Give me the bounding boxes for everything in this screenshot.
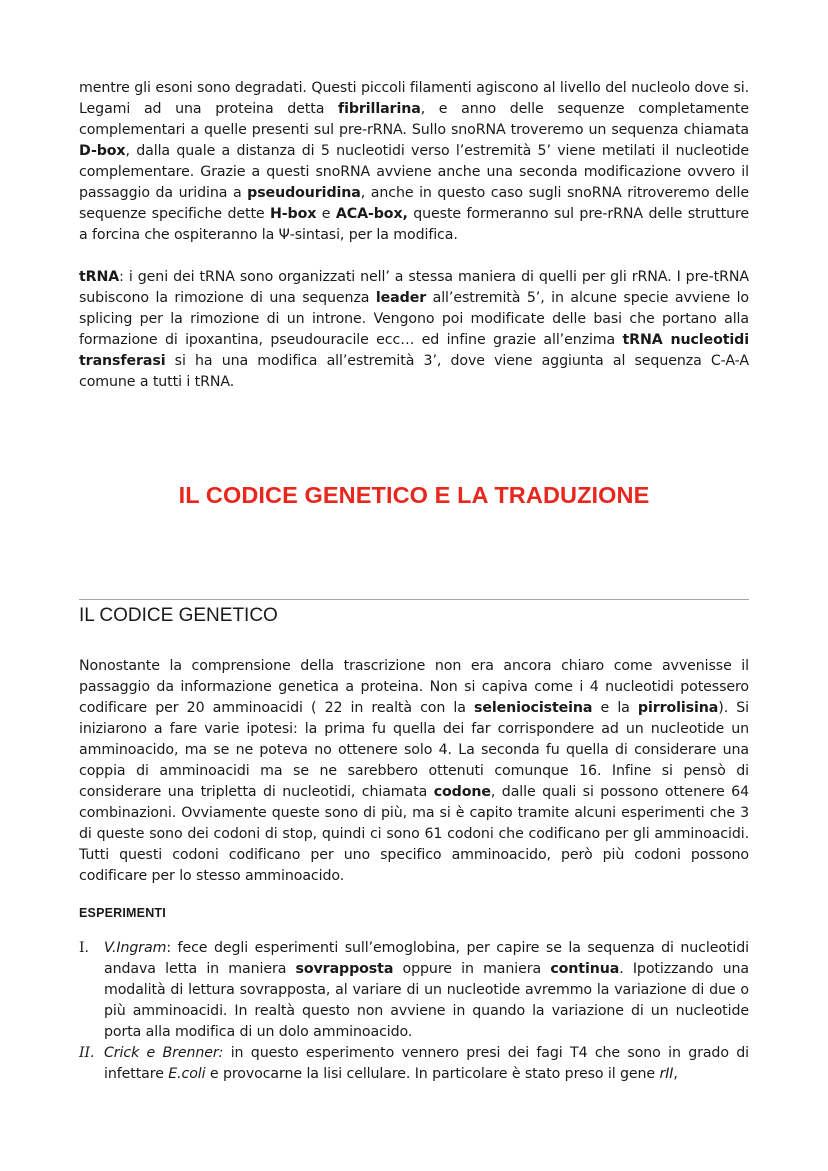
- text-span: , e anno delle sequenze completamente complementari a quelle presenti sul pre-rRNA. Sullo snoRNA troveremo un sequenza chiamata: [79, 101, 749, 138]
- text-span: in questo esperimento vennero presi dei fagi T4 che sono in grado di infettare: [104, 1045, 750, 1082]
- term-sovrapposta: sovrapposta: [295, 961, 394, 977]
- text-span: ,: [673, 1066, 678, 1082]
- term-leader: leader: [375, 290, 427, 306]
- list-item-text: [104, 1043, 749, 1085]
- text-span: , dalla quale a distanza di 5 nucleotidi verso l’estremità 5’ viene metilati il nucleotide complementare. Grazie a questi snoRNA avviene anche una seconda modificazione ovvero il passaggio da uridina a: [79, 143, 749, 201]
- term-seleniocisteina: seleniocisteina: [473, 700, 593, 716]
- term-pseudouridina: pseudouridina: [247, 185, 361, 201]
- term-codone: codone: [433, 784, 491, 800]
- term-trna-nucleotidi-transferasi: tRNA nucleotidi transferasi: [79, 332, 749, 369]
- experiments-list: [79, 938, 749, 1085]
- list-number: I.: [79, 940, 89, 956]
- list-item: [79, 938, 749, 1043]
- term-pirrolisina: pirrolisina: [637, 700, 719, 716]
- text-span: e provocarne la lisi cellulare. In particolare è stato preso il gene: [205, 1066, 660, 1082]
- term-h-box: H-box: [270, 206, 317, 222]
- term-d-box: D-box: [79, 143, 126, 159]
- text-span: , dalle quali si possono ottenere 64 combinazioni. Ovviamente queste sono di più, ma si è capito tramite alcuni esperimenti che 3 di queste sono dei codoni di stop, quindi ci sono 61 codoni che codificano per gli amminoacidi. Tutti questi codoni codificano per uno specifico amminoacido, però più codoni possono codificare per lo stesso amminoacido.: [79, 784, 749, 884]
- text-span: si ha una modifica all’estremità 3’, dove viene aggiunta al sequenza C-A-A comune a tutti i tRNA.: [79, 353, 749, 390]
- list-item-text: [104, 938, 749, 1043]
- text-span: : i geni dei tRNA sono organizzati nell’ a stessa maniera di quelli per gli rRNA. I pre-tRNA subiscono la rimozione di una sequenza: [79, 269, 749, 306]
- term-trna: tRNA: [79, 269, 120, 285]
- text-span: : fece degli esperimenti sull’emoglobina, per capire se la sequenza di nucleotidi andava letta in maniera: [104, 940, 749, 977]
- text-span: Nonostante la comprensione della trascrizione non era ancora chiaro come avvenisse il passaggio da informazione genetica a proteina. Non si capiva come i 4 nucleotidi potessero codificare per 20 amminoacidi ( 22 in realtà con la: [79, 658, 749, 716]
- term-fibrillarina: fibrillarina: [338, 101, 421, 117]
- text-span: ). Si iniziarono a fare varie ipotesi: la prima fu quella dei far corrispondere ad un nucleotide un amminoacido, ma se ne poteva no ottenere solo 4. La seconda fu quella di considerare una coppia di amminoacidi ma se ne sarebbero ottenuti comunque 16. Infine si pensò di considerare una tripletta di nucleotidi, chiamata: [79, 700, 749, 800]
- chapter-title: IL CODICE GENETICO E LA TRADUZIONE: [178, 482, 650, 508]
- text-span: , anche in questo caso sugli snoRNA ritroveremo delle sequenze specifiche dette: [79, 185, 749, 222]
- section-title: IL CODICE GENETICO: [79, 605, 278, 626]
- text-span: mentre gli esoni sono degradati. Questi piccoli filamenti agiscono al livello del nucleolo dove si. Legami ad una proteina detta: [79, 80, 749, 117]
- text-span: oppure in maniera: [393, 961, 551, 977]
- text-span: all’estremità 5’, in alcune specie avviene lo splicing per la rimozione di un introne. Vengono poi modificate delle basi che portano alla formazione di ipoxantina, pseudouracile ecc… ed infine grazie all’enzima: [79, 290, 749, 348]
- section-divider: [79, 599, 749, 600]
- paragraph-codice-genetico: [79, 656, 749, 887]
- paragraph-trna: [79, 267, 749, 393]
- term-aca-box: ACA-box,: [335, 206, 408, 222]
- gene-name: rII: [659, 1066, 674, 1082]
- subsection-title: ESPERIMENTI: [79, 906, 166, 920]
- text-span: . Ipotizzando una modalità di lettura sovrapposta, al variare di un nucleotide avremmo la variazione di due o più amminoacidi. In realtà questo non avviene in quando la variazione di un nucleotide porta alla modifica di un dolo amminoacido.: [104, 961, 749, 1040]
- term-continua: continua: [550, 961, 620, 977]
- paragraph-snorna: [79, 78, 749, 246]
- list-number: II.: [79, 1045, 95, 1061]
- text-span: e la: [592, 700, 638, 716]
- organism-name: E.coli: [168, 1066, 206, 1082]
- author-name: Crick e Brenner:: [104, 1045, 224, 1061]
- text-span: queste formeranno sul pre-rRNA delle strutture a forcina che ospiteranno la Ψ-sintasi, per la modifica.: [79, 206, 750, 243]
- list-item: [79, 1043, 749, 1085]
- document-page: [79, 78, 750, 1082]
- text-span: e: [316, 206, 336, 222]
- author-name: V.Ingram: [104, 940, 167, 956]
